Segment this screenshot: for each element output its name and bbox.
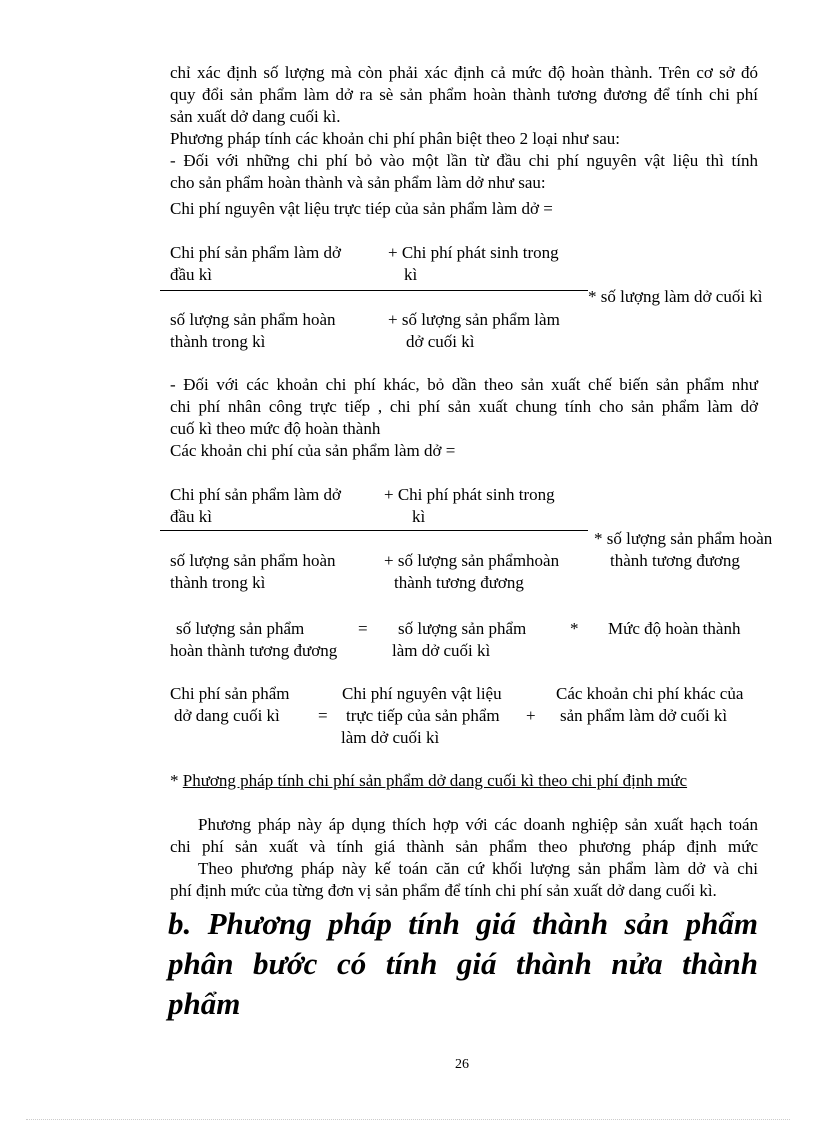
formula2-num-b1: + Chi phí phát sinh trong: [384, 485, 555, 504]
other-line-3: cuố kì theo mức độ hoàn thành: [170, 419, 381, 438]
formula2-mult-2: thành tương đương: [610, 551, 740, 570]
formula3-b2: làm dở cuối kì: [392, 641, 491, 660]
formula2-den-b1: + số lượng sản phẩmhoàn: [384, 551, 560, 570]
formula3-a1: số lượng sản phẩm: [176, 619, 305, 638]
intro-line-1: chỉ xác định số lượng mà còn phải xác định cả mức độ hoàn thành. Trên cơ sở đó: [170, 63, 758, 82]
other-costs-paragraph: [170, 374, 758, 462]
section-heading: [168, 904, 758, 1024]
norm-p2-line-2: phí định mức của từng đơn vị sản phẩm để tính chi phí sản xuất dở dang cuối kì.: [170, 881, 717, 900]
norm-star: *: [170, 771, 183, 790]
formula4-plus: +: [526, 706, 536, 725]
norm-title: Phương pháp tính chi phí sản phẩm dở dang cuối kì theo chi phí định mức: [182, 771, 688, 790]
formula1-den-b1: + số lượng sản phẩm làm: [388, 310, 560, 329]
norm-p1-line-1: Phương pháp này áp dụng thích hợp với các doanh nghiệp sản xuất hạch toán: [198, 815, 758, 834]
formula1-fraction-bar: [160, 290, 588, 291]
formula4-b1: Chi phí nguyên vật liệu: [342, 684, 502, 703]
formula2-den-a1: số lượng sản phẩm hoàn: [170, 551, 336, 570]
formula2-den-a2: thành trong kì: [170, 573, 266, 592]
formula2-den-b2: thành tương đương: [394, 573, 524, 592]
formula3-b1: số lượng sản phẩm: [398, 619, 527, 638]
formula1-num-b1: + Chi phí phát sinh trong: [388, 243, 559, 262]
formula2-mult-1: * số lượng sản phẩm hoàn: [594, 529, 773, 548]
formula2-num-a1: Chi phí sản phẩm làm dở: [170, 485, 341, 504]
page-bottom-divider: [26, 1119, 790, 1120]
formula4-a1: Chi phí sản phẩm: [170, 684, 290, 703]
formula4-b3: làm dở cuối kì: [341, 728, 440, 747]
heading-line-3: phẩm: [168, 986, 241, 1021]
formula3-a2: hoàn thành tương đương: [170, 641, 338, 660]
formula2-fraction-bar: [160, 530, 588, 531]
formula3-times: *: [570, 619, 579, 638]
intro-line-6: cho sản phẩm hoàn thành và sản phẩm làm dở như sau:: [170, 173, 546, 192]
formula4-a2: dở dang cuối kì: [174, 706, 280, 725]
formula1-den-a2: thành trong kì: [170, 332, 266, 351]
other-line-2: chi phí nhân công trực tiếp , chi phí sản xuất chung tính cho sản phẩm làm dở: [170, 397, 758, 416]
intro-line-5: - Đối với những chi phí bỏ vào một lần từ đầu chi phí nguyên vật liệu thì tính: [170, 151, 758, 170]
formula3-equals: =: [358, 619, 368, 638]
other-line-1: - Đối với các khoản chi phí khác, bỏ dần theo sản xuất chế biến sản phẩm như: [170, 375, 758, 394]
formula1-multiplier: * số lượng làm dở cuối kì: [588, 287, 763, 306]
heading-line-2: phân bước có tính giá thành nửa thành: [168, 946, 758, 981]
page-number: 26: [455, 1057, 469, 1072]
formula4-c2: sản phẩm làm dở cuối kì: [560, 706, 728, 725]
formula4-equals: =: [318, 706, 328, 725]
norm-p1-line-2: chi phí sản xuất và tính giá thành sản phẩm theo phương pháp định mức: [170, 837, 758, 856]
intro-line-2: quy đổi sản phẩm làm dở ra sè sản phẩm hoàn thành tương đương để tính chi phí: [170, 85, 758, 104]
formula2-num-a2: đầu kì: [170, 507, 213, 526]
norm-p2-line-1: Theo phương pháp này kế toán căn cứ khối lượng sản phẩm làm dở và chi: [198, 859, 758, 878]
formula2-num-b2: kì: [412, 507, 426, 526]
formula1-num-b2: kì: [404, 265, 418, 284]
formula4-c1: Các khoản chi phí khác của: [556, 684, 744, 703]
formula1-num-a2: đầu kì: [170, 265, 213, 284]
formula4-b2: trực tiếp của sản phẩm: [346, 706, 500, 725]
heading-line-1: b. Phương pháp tính giá thành sản phẩm: [168, 906, 758, 941]
norm-paragraph: [170, 814, 758, 902]
intro-line-3: sản xuất dở dang cuối kì.: [170, 107, 341, 126]
intro-line-4: Phương pháp tính các khoản chi phí phân biệt theo 2 loại như sau:: [170, 129, 620, 148]
formula1-den-a1: số lượng sản phẩm hoàn: [170, 310, 336, 329]
formula1-den-b2: dở cuối kì: [406, 332, 475, 351]
other-line-4: Các khoản chi phí của sản phẩm làm dở =: [170, 441, 456, 460]
formula1-lhs: Chi phí nguyên vật liệu trực tiép của sản phẩm làm dở =: [170, 199, 553, 218]
norm-title-line: [170, 770, 687, 792]
intro-paragraph: [170, 62, 758, 194]
formula1-num-a1: Chi phí sản phẩm làm dở: [170, 243, 341, 262]
formula3-c1: Mức độ hoàn thành: [608, 619, 741, 638]
